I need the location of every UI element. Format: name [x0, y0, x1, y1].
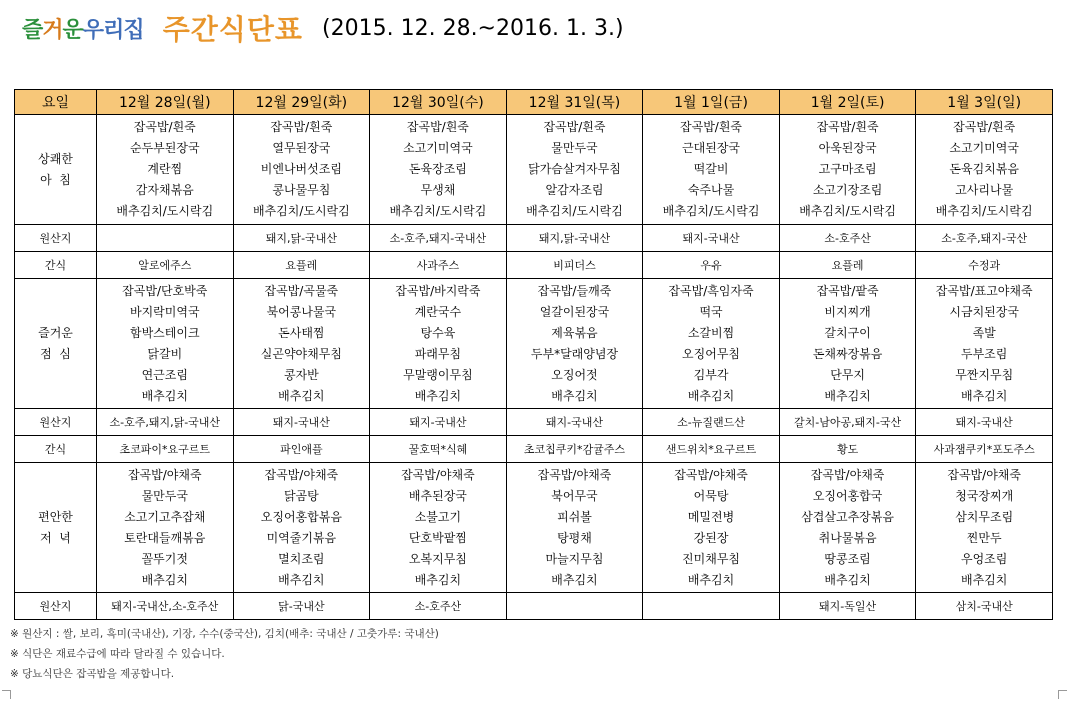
dinner-cell — [97, 463, 234, 593]
menu-item: 잡곡밥/곡물죽 — [264, 283, 339, 298]
breakfast-row — [15, 115, 1053, 225]
dinner-cell — [779, 463, 916, 593]
menu-item: 배추김치/도시락김 — [662, 204, 760, 218]
origin-cell: 돼지,닭-국내산 — [233, 225, 370, 252]
breakfast-cell — [506, 115, 643, 225]
menu-item: 강된장 — [693, 530, 729, 545]
menu-item: 북어무국 — [551, 488, 598, 503]
menu-item: 소갈비찜 — [687, 325, 735, 340]
menu-item: 소고기고추잡채 — [124, 509, 206, 524]
footnotes — [10, 624, 439, 684]
menu-item: 잡곡밥/야채죽 — [674, 467, 748, 482]
snack-cell: 황도 — [779, 436, 916, 463]
menu-item: 두부조림 — [961, 346, 1008, 361]
weekly-menu-table — [14, 89, 1053, 620]
lunch-cell — [233, 279, 370, 409]
menu-item: 족발 — [972, 325, 996, 340]
lunch-label-line: 즐거운 — [38, 325, 73, 340]
menu-item: 배추김치 — [824, 388, 871, 403]
menu-item: 잡곡밥/바지락죽 — [395, 283, 481, 298]
menu-item: 배추김치 — [278, 388, 325, 403]
menu-item: 실곤약야채무침 — [260, 346, 342, 361]
menu-item: 잡곡밥/흰죽 — [816, 120, 879, 134]
menu-item: 소고기미역국 — [403, 141, 473, 155]
footnote: ※ 원산지 : 쌀, 보리, 흑미(국내산), 기장, 수수(중국산), 김치(배추: 국내산 / 고춧가루: 국내산) — [10, 628, 439, 640]
snack-row — [15, 252, 1053, 279]
menu-item: 단호박팥찜 — [408, 530, 467, 545]
snack-cell: 비피더스 — [506, 252, 643, 279]
menu-item: 떡갈비 — [693, 162, 729, 176]
dinner-cell — [916, 463, 1053, 593]
origin-cell: 돼지-국내산 — [643, 225, 780, 252]
snack-label: 간식 — [15, 252, 97, 279]
snack-cell: 요플레 — [779, 252, 916, 279]
snack-cell: 사과잼쿠키*포도주스 — [916, 436, 1053, 463]
origin-cell: 소-호주산 — [370, 593, 507, 620]
origin-row — [15, 225, 1053, 252]
menu-item: 잡곡밥/야채죽 — [810, 467, 885, 482]
brand-char: 리 — [103, 17, 124, 43]
menu-item: 돈사태찜 — [278, 325, 325, 340]
menu-item: 배추김치/도시락김 — [252, 204, 350, 218]
snack-cell: 초코파이*요구르트 — [97, 436, 234, 463]
day-header: 1월 2일(토) — [779, 90, 916, 115]
snack-row — [15, 436, 1053, 463]
menu-item: 배추김치 — [687, 572, 735, 587]
menu-period: (2015. 12. 28.~2016. 1. 3.) — [322, 15, 624, 41]
menu-item: 멸치조림 — [278, 551, 325, 566]
origin-cell: 소-호주,돼지,닭-국내산 — [97, 409, 234, 436]
menu-item: 열무된장국 — [272, 141, 331, 155]
breakfast-label — [15, 115, 97, 225]
origin-cell: 소-호주,돼지-국산 — [916, 225, 1053, 252]
menu-item: 배추김치 — [687, 388, 735, 403]
brand-char: 우 — [82, 17, 104, 43]
menu-item: 고구마조림 — [818, 162, 877, 176]
origin-cell: 돼지-국내산 — [506, 409, 643, 436]
dinner-cell — [643, 463, 780, 593]
menu-item: 우엉조림 — [961, 551, 1008, 566]
dinner-label-line: 저 녁 — [40, 530, 71, 545]
lunch-label — [15, 279, 97, 409]
menu-item: 오징어무침 — [682, 346, 741, 361]
menu-item: 콩나물무침 — [272, 183, 331, 197]
menu-item: 함박스테이크 — [130, 325, 200, 340]
page-title: 주간식단표 — [162, 13, 303, 46]
lunch-cell — [643, 279, 780, 409]
origin-cell: 소-호주,돼지-국내산 — [370, 225, 507, 252]
menu-item: 잡곡밥/팥죽 — [816, 283, 879, 298]
dinner-label — [15, 463, 97, 593]
lunch-row — [15, 279, 1053, 409]
menu-item: 순두부된장국 — [130, 141, 200, 155]
menu-item: 계란찜 — [147, 162, 183, 176]
origin-cell: 갈치-남아공,돼지-국산 — [779, 409, 916, 436]
brand-char: 즐 — [22, 17, 43, 43]
menu-item: 파래무침 — [414, 346, 462, 361]
origin-cell: 돼지,닭-국내산 — [506, 225, 643, 252]
origin-cell: 닭-국내산 — [233, 593, 370, 620]
menu-item: 콩자반 — [283, 367, 319, 382]
menu-item: 소고기미역국 — [949, 141, 1019, 155]
menu-item: 닭곰탕 — [283, 488, 319, 503]
day-header: 1월 3일(일) — [916, 90, 1053, 115]
footnote: ※ 당뇨식단은 잡곡밥을 제공합니다. — [10, 668, 175, 680]
menu-item: 닭가슴살겨자무침 — [528, 162, 621, 176]
dinner-cell — [233, 463, 370, 593]
breakfast-label-line: 아 침 — [40, 172, 71, 187]
origin-cell — [506, 593, 643, 620]
lunch-cell — [916, 279, 1053, 409]
day-header: 12월 28일(월) — [97, 90, 234, 115]
menu-item: 메밀전병 — [687, 509, 735, 524]
brand-logo — [22, 13, 144, 44]
menu-item: 돈육김치볶음 — [949, 162, 1019, 176]
day-header: 12월 29일(화) — [233, 90, 370, 115]
menu-item: 배추김치 — [551, 388, 598, 403]
menu-item: 취나물볶음 — [818, 530, 877, 545]
snack-cell: 꿀호떡*식혜 — [370, 436, 507, 463]
origin-cell: 삼치-국내산 — [916, 593, 1053, 620]
menu-item: 두부*달래양념장 — [530, 346, 619, 361]
menu-item: 무짠지무침 — [955, 367, 1014, 382]
origin-label: 원산지 — [15, 225, 97, 252]
menu-item: 물만두국 — [141, 488, 188, 503]
breakfast-cell — [370, 115, 507, 225]
menu-item: 잡곡밥/흰죽 — [680, 120, 743, 134]
menu-item: 돈육장조림 — [408, 162, 467, 176]
lunch-cell — [370, 279, 507, 409]
menu-item: 떡국 — [699, 304, 723, 319]
menu-item: 찐만두 — [966, 530, 1002, 545]
menu-item: 잡곡밥/단호박죽 — [122, 283, 208, 298]
menu-item: 근대된장국 — [682, 141, 741, 155]
menu-item: 얼갈이된장국 — [539, 304, 610, 319]
origin-row — [15, 593, 1053, 620]
menu-item: 배추김치/도시락김 — [526, 204, 623, 218]
snack-cell: 샌드위치*요구르트 — [643, 436, 780, 463]
origin-label: 원산지 — [15, 409, 97, 436]
snack-label: 간식 — [15, 436, 97, 463]
snack-cell: 우유 — [643, 252, 780, 279]
menu-item: 배추김치/도시락김 — [935, 204, 1033, 218]
snack-cell: 파인애플 — [233, 436, 370, 463]
footnote: ※ 식단은 재료수급에 따라 달라질 수 있습니다. — [10, 648, 225, 660]
breakfast-cell — [97, 115, 234, 225]
menu-item: 제육볶음 — [551, 325, 598, 340]
menu-item: 배추김치/도시락김 — [389, 204, 487, 218]
day-header: 1월 1일(금) — [643, 90, 780, 115]
menu-item: 탕수육 — [420, 325, 456, 340]
menu-item: 바지락미역국 — [130, 304, 200, 319]
menu-item: 잡곡밥/흰죽 — [543, 120, 606, 134]
menu-item: 배추김치 — [414, 572, 462, 587]
brand-char: 거 — [42, 17, 63, 43]
menu-item: 배추된장국 — [408, 488, 467, 503]
day-header-row — [15, 90, 1053, 115]
origin-cell: 소-뉴질랜드산 — [643, 409, 780, 436]
snack-cell: 사과주스 — [370, 252, 507, 279]
snack-cell: 요플레 — [233, 252, 370, 279]
menu-item: 삼겹살고추장볶음 — [801, 509, 894, 524]
menu-item: 배추김치 — [961, 572, 1008, 587]
menu-item: 무말랭이무침 — [403, 367, 473, 382]
menu-item: 진미채무침 — [682, 551, 741, 566]
menu-item: 탕평채 — [557, 530, 592, 545]
origin-cell: 돼지-국내산 — [370, 409, 507, 436]
brand-char: 운 — [62, 17, 83, 43]
menu-item: 시금치된장국 — [949, 304, 1019, 319]
menu-item: 배추김치 — [278, 572, 325, 587]
breakfast-cell — [233, 115, 370, 225]
menu-item: 김부각 — [693, 367, 729, 382]
menu-item: 배추김치 — [141, 572, 188, 587]
origin-cell: 돼지-독일산 — [779, 593, 916, 620]
origin-row — [15, 409, 1053, 436]
day-header: 12월 31일(목) — [506, 90, 643, 115]
dinner-cell — [370, 463, 507, 593]
snack-cell: 초코칩쿠키*감귤주스 — [506, 436, 643, 463]
dinner-cell — [506, 463, 643, 593]
lunch-cell — [779, 279, 916, 409]
menu-item: 연근조림 — [141, 367, 188, 382]
menu-item: 청국장찌개 — [955, 488, 1014, 503]
origin-label: 원산지 — [15, 593, 97, 620]
menu-item: 숙주나물 — [687, 183, 735, 197]
menu-item: 잡곡밥/야채죽 — [264, 467, 339, 482]
snack-cell: 수정과 — [916, 252, 1053, 279]
menu-item: 피쉬볼 — [557, 509, 592, 524]
menu-item: 무생채 — [420, 183, 456, 197]
menu-item: 잡곡밥/흰죽 — [270, 120, 333, 134]
lunch-label-line: 점 심 — [40, 346, 71, 361]
menu-item: 소고기장조림 — [812, 183, 883, 197]
menu-item: 비엔나버섯조림 — [260, 162, 342, 176]
menu-item: 돈채짜장볶음 — [812, 346, 883, 361]
menu-item: 오복지무침 — [408, 551, 467, 566]
menu-item: 배추김치/도시락김 — [799, 204, 896, 218]
menu-item: 잡곡밥/야채죽 — [127, 467, 202, 482]
menu-item: 잡곡밥/표고야채죽 — [935, 283, 1033, 298]
menu-item: 잡곡밥/흰죽 — [133, 120, 196, 134]
brand-char: 집 — [123, 17, 144, 43]
menu-item: 삼치무조림 — [955, 509, 1014, 524]
menu-item: 잡곡밥/야채죽 — [947, 467, 1021, 482]
snack-cell: 알로에주스 — [97, 252, 234, 279]
menu-item: 땅콩조림 — [824, 551, 871, 566]
menu-item: 잡곡밥/들깨죽 — [537, 283, 612, 298]
menu-item: 배추김치 — [824, 572, 871, 587]
origin-cell — [643, 593, 780, 620]
origin-cell: 돼지-국내산 — [916, 409, 1053, 436]
origin-cell: 돼지-국내산,소-호주산 — [97, 593, 234, 620]
menu-item: 잡곡밥/야채죽 — [537, 467, 612, 482]
menu-item: 알감자조림 — [545, 183, 604, 197]
menu-item: 갈치구이 — [824, 325, 871, 340]
menu-item: 북어콩나물국 — [266, 304, 337, 319]
menu-item: 배추김치 — [551, 572, 598, 587]
menu-item: 마늘지무침 — [545, 551, 604, 566]
origin-cell: 돼지-국내산 — [233, 409, 370, 436]
lunch-cell — [506, 279, 643, 409]
menu-item: 오징어홍합국 — [812, 488, 883, 503]
menu-item: 닭갈비 — [147, 346, 183, 361]
menu-item: 비지찌개 — [824, 304, 871, 319]
menu-item: 물만두국 — [551, 141, 598, 155]
menu-item: 배추김치 — [141, 388, 188, 403]
page-corner-mark — [1058, 690, 1067, 699]
day-header-label: 요일 — [15, 90, 97, 115]
menu-item: 잡곡밥/흰죽 — [953, 120, 1016, 134]
page-header — [22, 8, 624, 48]
menu-item: 고사리나물 — [955, 183, 1014, 197]
menu-item: 토란대들깨볶음 — [124, 530, 206, 545]
menu-item: 배추김치 — [961, 388, 1008, 403]
menu-item: 배추김치/도시락김 — [116, 204, 214, 218]
menu-item: 감자채볶음 — [135, 183, 194, 197]
breakfast-cell — [779, 115, 916, 225]
menu-item: 배추김치 — [414, 388, 462, 403]
menu-item: 잡곡밥/흰죽 — [406, 120, 469, 134]
day-header: 12월 30일(수) — [370, 90, 507, 115]
menu-item: 아욱된장국 — [818, 141, 877, 155]
breakfast-cell — [916, 115, 1053, 225]
menu-item: 오징어홍합볶음 — [260, 509, 342, 524]
breakfast-label-line: 상쾌한 — [38, 151, 73, 166]
menu-item: 꼴뚜기젓 — [141, 551, 188, 566]
menu-item: 단무지 — [830, 367, 865, 382]
menu-item: 잡곡밥/야채죽 — [401, 467, 475, 482]
menu-item: 잡곡밥/흑임자죽 — [668, 283, 754, 298]
origin-cell — [97, 225, 234, 252]
lunch-cell — [97, 279, 234, 409]
menu-item: 어묵탕 — [693, 488, 729, 503]
breakfast-cell — [643, 115, 780, 225]
menu-item: 미역줄기볶음 — [266, 530, 337, 545]
menu-item: 오징어젓 — [551, 367, 598, 382]
dinner-row — [15, 463, 1053, 593]
menu-item: 계란국수 — [414, 304, 462, 319]
dinner-label-line: 편안한 — [38, 509, 73, 524]
origin-cell: 소-호주산 — [779, 225, 916, 252]
menu-item: 소불고기 — [414, 509, 462, 524]
page-corner-mark — [2, 690, 11, 699]
